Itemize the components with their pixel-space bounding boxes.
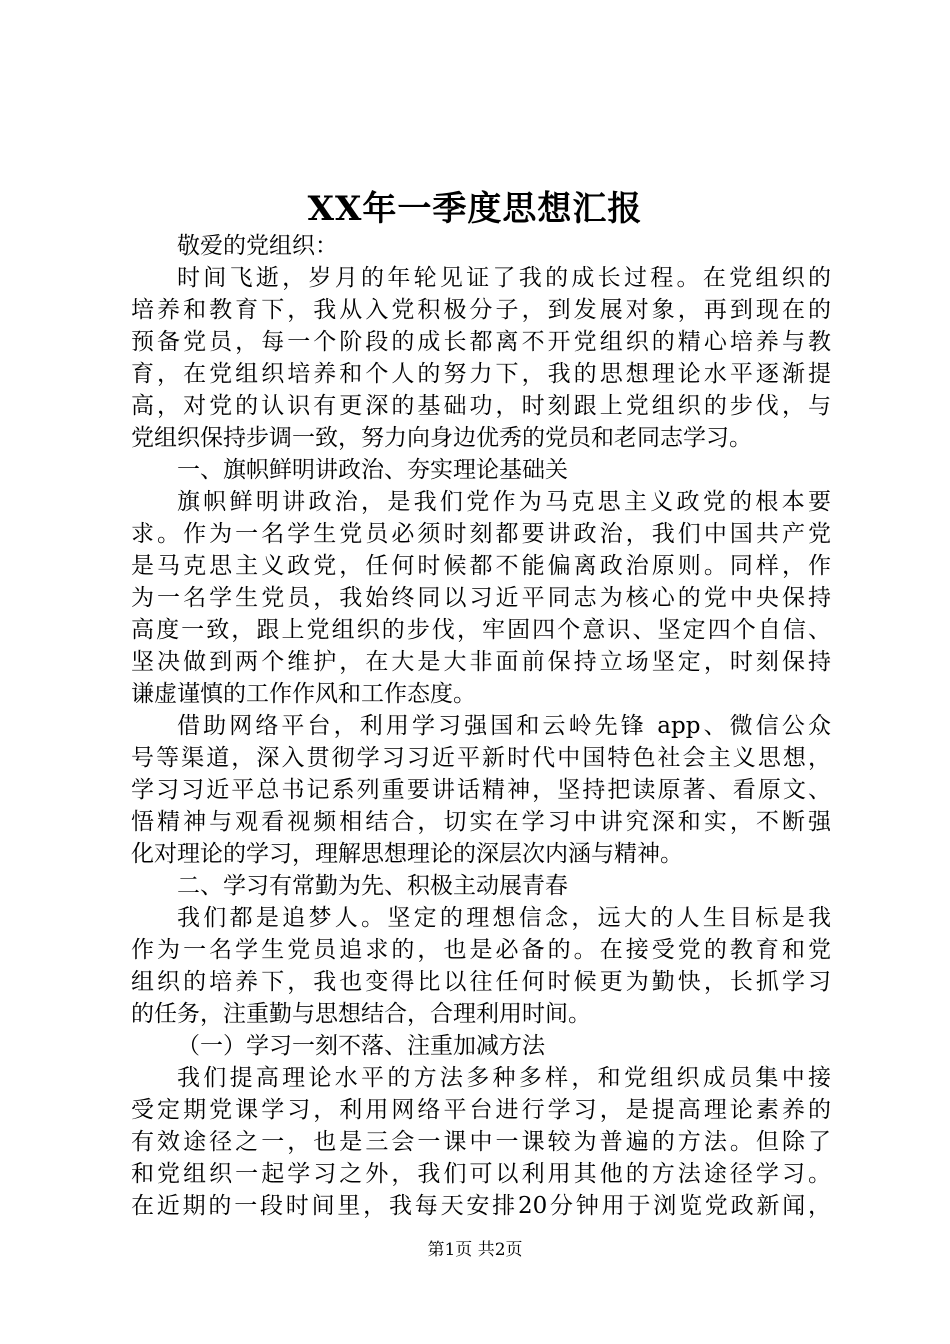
paragraph-line: 悟精神与观看视频相结合，切实在学习中讲究深和实，不断强	[131, 809, 831, 835]
salutation-line: 敬爱的党组织：	[177, 233, 338, 259]
paragraph-line: 党组织保持步调一致，努力向身边优秀的党员和老同志学习。	[131, 425, 752, 451]
subsection-heading: （一）学习一刻不落、注重加减方法	[177, 1033, 545, 1059]
paragraph-line: 我们提高理论水平的方法多种多样，和党组织成员集中接	[177, 1065, 831, 1091]
paragraph-line: 为一名学生党员，我始终同以习近平同志为核心的党中央保持	[131, 585, 831, 611]
section-heading: 一、旗帜鲜明讲政治、夯实理论基础关	[177, 457, 568, 483]
paragraph-line: 号等渠道，深入贯彻学习习近平新时代中国特色社会主义思想，	[131, 745, 831, 771]
paragraph-line: 组织的培养下，我也变得比以往任何时候更为勤快，长抓学习	[131, 969, 831, 995]
paragraph-line: 和党组织一起学习之外，我们可以利用其他的方法途径学习。	[131, 1161, 831, 1187]
page-number-footer: 第1页 共2页	[427, 1240, 523, 1260]
paragraph-line: 有效途径之一，也是三会一课中一课较为普遍的方法。但除了	[131, 1129, 831, 1155]
section-heading: 二、学习有常勤为先、积极主动展青春	[177, 873, 568, 899]
paragraph-line: 时间飞逝，岁月的年轮见证了我的成长过程。在党组织的	[177, 265, 831, 291]
paragraph-line: 是马克思主义政党，任何时候都不能偏离政治原则。同样，作	[131, 553, 831, 579]
paragraph-line: 求。作为一名学生党员必须时刻都要讲政治，我们中国共产党	[131, 521, 831, 547]
paragraph-line: 化对理论的学习，理解思想理论的深层次内涵与精神。	[131, 841, 683, 867]
document-body	[131, 230, 831, 1222]
paragraph-line: 高度一致，跟上党组织的步伐，牢固四个意识、坚定四个自信、	[131, 617, 831, 643]
paragraph-line: 我们都是追梦人。坚定的理想信念，远大的人生目标是我	[177, 905, 831, 931]
paragraph-line: 作为一名学生党员追求的，也是必备的。在接受党的教育和党	[131, 937, 831, 963]
paragraph-line: 在近期的一段时间里，我每天安排20分钟用于浏览党政新闻，	[131, 1193, 831, 1219]
paragraph-line: 育，在党组织培养和个人的努力下，我的思想理论水平逐渐提	[131, 361, 831, 387]
paragraph-line: 旗帜鲜明讲政治，是我们党作为马克思主义政党的根本要	[177, 489, 831, 515]
paragraph-line: 高，对党的认识有更深的基础功，时刻跟上党组织的步伐，与	[131, 393, 831, 419]
paragraph-line: 培养和教育下，我从入党积极分子，到发展对象，再到现在的	[131, 297, 831, 323]
paragraph-line: 学习习近平总书记系列重要讲话精神，坚持把读原著、看原文、	[131, 777, 831, 803]
paragraph-line: 的任务，注重勤与思想结合，合理利用时间。	[131, 1001, 591, 1027]
paragraph-line: 受定期党课学习，利用网络平台进行学习，是提高理论素养的	[131, 1097, 831, 1123]
paragraph-line: 坚决做到两个维护，在大是大非面前保持立场坚定，时刻保持	[131, 649, 831, 675]
paragraph-line: 借助网络平台，利用学习强国和云岭先锋 app、微信公众	[177, 713, 831, 739]
paragraph-line: 预备党员，每一个阶段的成长都离不开党组织的精心培养与教	[131, 329, 831, 355]
paragraph-line: 谦虚谨慎的工作作风和工作态度。	[131, 681, 476, 707]
document-title: XX年一季度思想汇报	[307, 189, 643, 229]
